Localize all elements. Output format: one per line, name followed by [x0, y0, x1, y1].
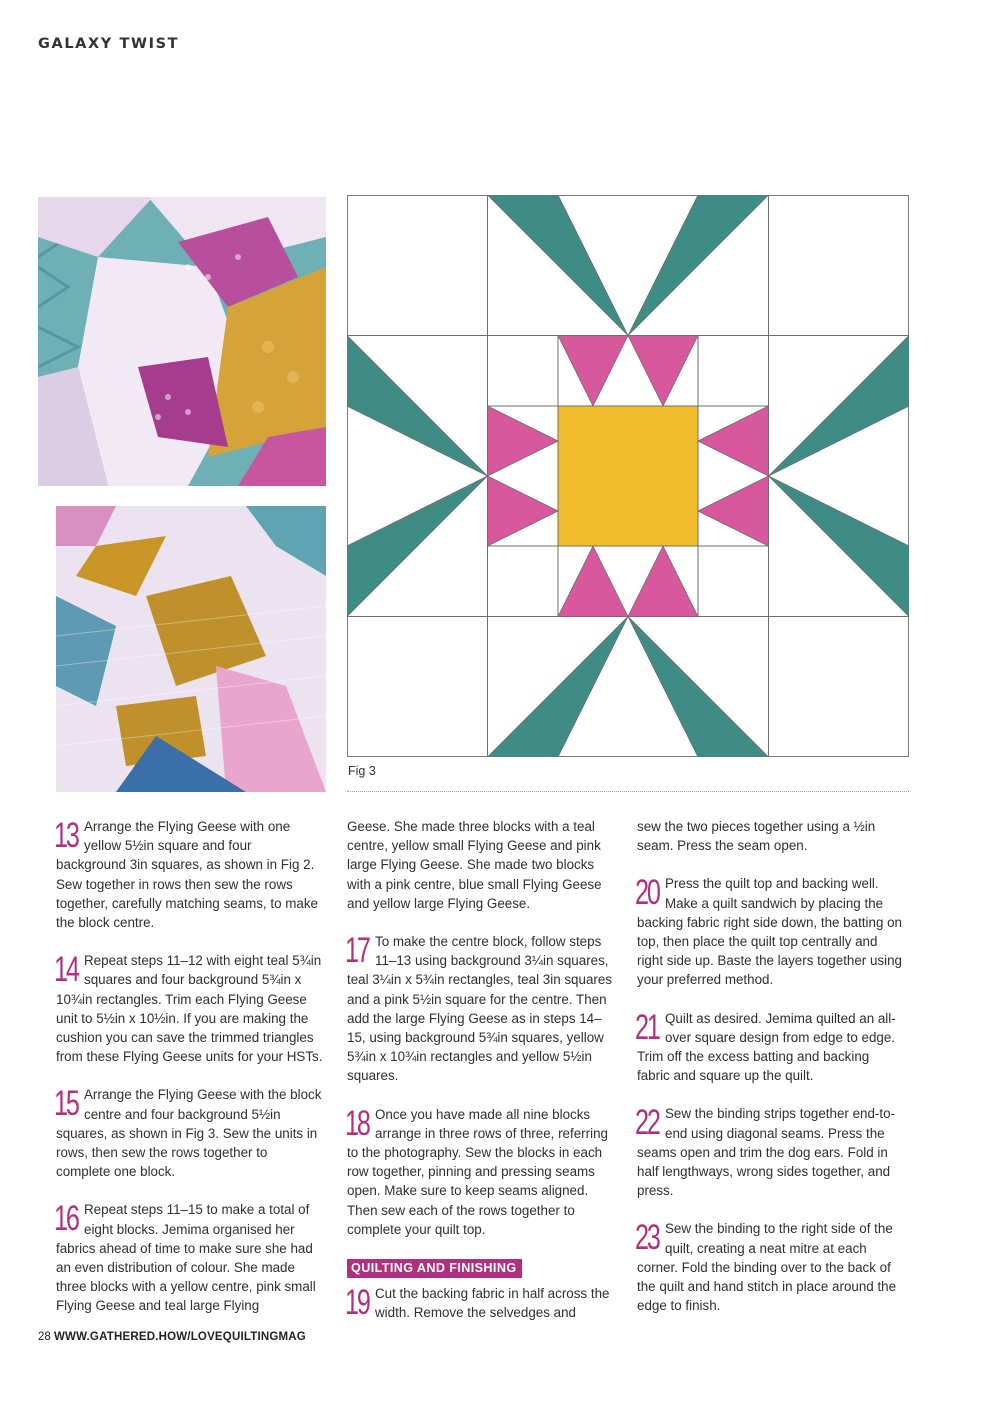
step-text: Sew the binding to the right side of the quilt, creating a neat mitre at each corner. Fold the binding over to the back of the quilt and hand stitch in place around the edge to finish.	[637, 1221, 897, 1314]
step-number: 15	[54, 1084, 78, 1124]
step-text: Arrange the Flying Geese with one yellow 5½in square and four background 3in squares, as shown in Fig 2. Sew together in rows then sew the rows together, carefully matching seams, to make the block centre.	[56, 819, 318, 931]
step-text: Repeat steps 11–12 with eight teal 5¾in squares and four background 5¾in x 10¾in rectangles. Trim each Flying Geese unit to 5½in x 10½in. If you are making the cushion you can save the trimmed triangles from these Flying Geese units for your HSTs.	[56, 953, 323, 1065]
step-text: Quilt as desired. Jemima quilted an all-over square design from edge to edge. Trim off the excess batting and backing fabric and square up the quilt.	[637, 1010, 896, 1084]
step-15	[56, 1085, 324, 1181]
step-number: 23	[635, 1218, 659, 1258]
step-19-continued	[637, 817, 905, 855]
step-text: Repeat steps 11–15 to make a total of eight blocks. Jemima organised her fabrics ahead of time to make sure she had an even distribution of colour. She made three blocks with a yellow centre, pink small Flying Geese and teal large Flying	[56, 1202, 316, 1314]
step-16	[56, 1200, 324, 1315]
step-19	[347, 1284, 615, 1322]
step-text: Cut the backing fabric in half across the width. Remove the selvedges and	[375, 1286, 610, 1321]
step-text: Arrange the Flying Geese with the block centre and four background 5½in squares, as shown in Fig 3. Sew the units in rows, then sew the rows together to complete one block.	[56, 1087, 322, 1180]
step-number: 20	[635, 873, 659, 913]
step-13	[56, 817, 324, 932]
step-17	[347, 932, 615, 1086]
step-16-continued	[347, 817, 615, 913]
step-21	[637, 1009, 905, 1086]
step-number: 22	[635, 1103, 659, 1143]
step-22	[637, 1104, 905, 1200]
page-header-title: GALAXY TWIST	[38, 36, 180, 52]
fig3-block-diagram	[347, 195, 909, 762]
centre-yellow-square	[558, 406, 698, 546]
step-14	[56, 951, 324, 1066]
text-column-1	[56, 817, 324, 1335]
step-text: Geese. She made three blocks with a teal centre, yellow small Flying Geese and pink large Flying Geese. She made two blocks with a pink centre, blue small Flying Geese and yellow large Flying Geese.	[347, 819, 602, 911]
step-number: 18	[345, 1103, 369, 1143]
page-number: 28	[38, 1331, 51, 1343]
step-text: To make the centre block, follow steps 11–13 using background 3¼in squares, teal 3¼in x 5¾in rectangles, teal 3in squares and a pink 5½in square for the centre. Then add the large Flying Geese as in steps 14–15, using background 5¾in squares, yellow 5¾in x 10¾in rectangles and yellow 5½in squares.	[347, 934, 613, 1084]
step-text: Press the quilt top and backing well. Make a quilt sandwich by placing the backing fabric right side down, the batting on top, then place the quilt top centrally and right side up. Baste the layers together using your preferred method.	[637, 876, 903, 988]
dotted-divider	[347, 791, 909, 792]
figure-caption: Fig 3	[348, 764, 376, 778]
quilt-photo-bottom	[56, 506, 326, 792]
quilt-photo-top	[38, 197, 326, 486]
step-number: 19	[345, 1283, 369, 1323]
text-column-3	[637, 817, 905, 1334]
step-number: 13	[54, 816, 78, 855]
page-footer	[38, 1331, 306, 1343]
step-number: 14	[54, 950, 78, 990]
step-number: 16	[54, 1199, 78, 1239]
step-18	[347, 1105, 615, 1239]
step-text: sew the two pieces together using a ½in seam. Press the seam open.	[637, 819, 876, 854]
step-text: Sew the binding strips together end-to-end using diagonal seams. Press the seams open and trim the dog ears. Fold in half lengthways, wrong sides together, and press.	[637, 1106, 896, 1199]
footer-url[interactable]: WWW.GATHERED.HOW/LOVEQUILTINGMAG	[54, 1331, 306, 1343]
step-20	[637, 874, 905, 989]
section-heading: QUILTING AND FINISHING	[347, 1259, 522, 1278]
step-number: 21	[635, 1007, 659, 1047]
step-text: Once you have made all nine blocks arrange in three rows of three, referring to the photography. Sew the blocks in each row together, pinning and pressing seams open. Make sure to keep seams aligned. Then sew each of the rows together to complete your quilt top.	[347, 1106, 608, 1237]
step-23	[637, 1219, 905, 1315]
text-column-2	[347, 817, 615, 1341]
step-number: 17	[345, 931, 369, 971]
